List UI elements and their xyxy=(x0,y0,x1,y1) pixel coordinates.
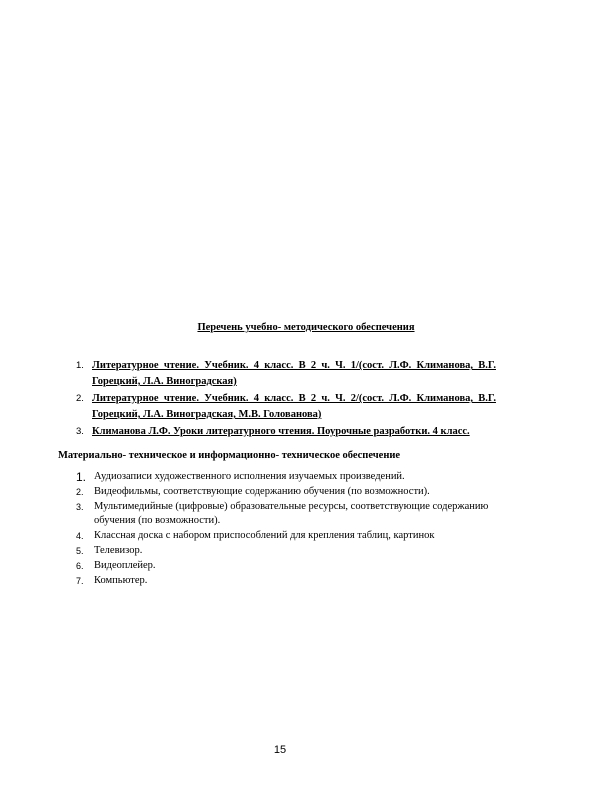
list-item xyxy=(76,500,496,528)
section-title-technical: Материально- техническое и информационно- техническое обеспечение xyxy=(58,450,401,461)
list-item xyxy=(76,544,496,558)
list-item-text: Компьютер. xyxy=(94,575,148,586)
list-item-number: 1. xyxy=(76,360,84,371)
list-item-number: 6. xyxy=(76,561,84,571)
section-title-methodical: Перечень учебно- методического обеспечения xyxy=(197,322,415,333)
technical-list xyxy=(76,470,496,589)
list-item xyxy=(76,529,496,543)
list-item-text: Мультимедийные (цифровые) образовательные ресурсы, соответствующие содержанию обучения (по возможности). xyxy=(94,501,489,526)
list-item-text: Аудиозаписи художественного исполнения изучаемых произведений. xyxy=(94,471,405,482)
list-item-text: Литературное чтение. Учебник. 4 класс. В 2 ч. Ч. 2/(сост. Л.Ф. Климанова, В.Г. Горецкий, Л.А. Виноградская, М.В. Голованова) xyxy=(92,393,496,420)
list-item xyxy=(76,559,496,573)
list-item xyxy=(76,358,496,390)
list-item xyxy=(76,391,496,423)
list-item-number: 3. xyxy=(76,502,84,512)
list-item-number: 7. xyxy=(76,576,84,586)
list-item-number: 2. xyxy=(76,393,84,404)
list-item xyxy=(76,485,496,499)
list-item-number: 5. xyxy=(76,546,84,556)
list-item-text: Классная доска с набором приспособлений для крепления таблиц, картинок xyxy=(94,530,435,541)
list-item-text: Видеоплейер. xyxy=(94,560,156,571)
list-item-text: Видеофильмы, соответствующие содержанию обучения (по возможности). xyxy=(94,486,430,497)
list-item-number: 3. xyxy=(76,426,84,437)
list-item-number: 4. xyxy=(76,531,84,541)
list-item-number: 2. xyxy=(76,487,84,497)
list-item xyxy=(76,574,496,588)
list-item-text: Литературное чтение. Учебник. 4 класс. В 2 ч. Ч. 1/(сост. Л.Ф. Климанова, В.Г. Горецкий, Л.А. Виноградская) xyxy=(92,360,496,387)
list-item-text: Климанова Л.Ф. Уроки литературного чтения. Поурочные разработки. 4 класс. xyxy=(92,426,470,437)
list-item xyxy=(76,424,496,440)
methodical-list xyxy=(76,358,496,440)
list-item xyxy=(76,470,496,484)
list-item-text: Телевизор. xyxy=(94,545,143,556)
page-number: 15 xyxy=(273,744,287,756)
list-item-number: 1. xyxy=(76,470,87,484)
